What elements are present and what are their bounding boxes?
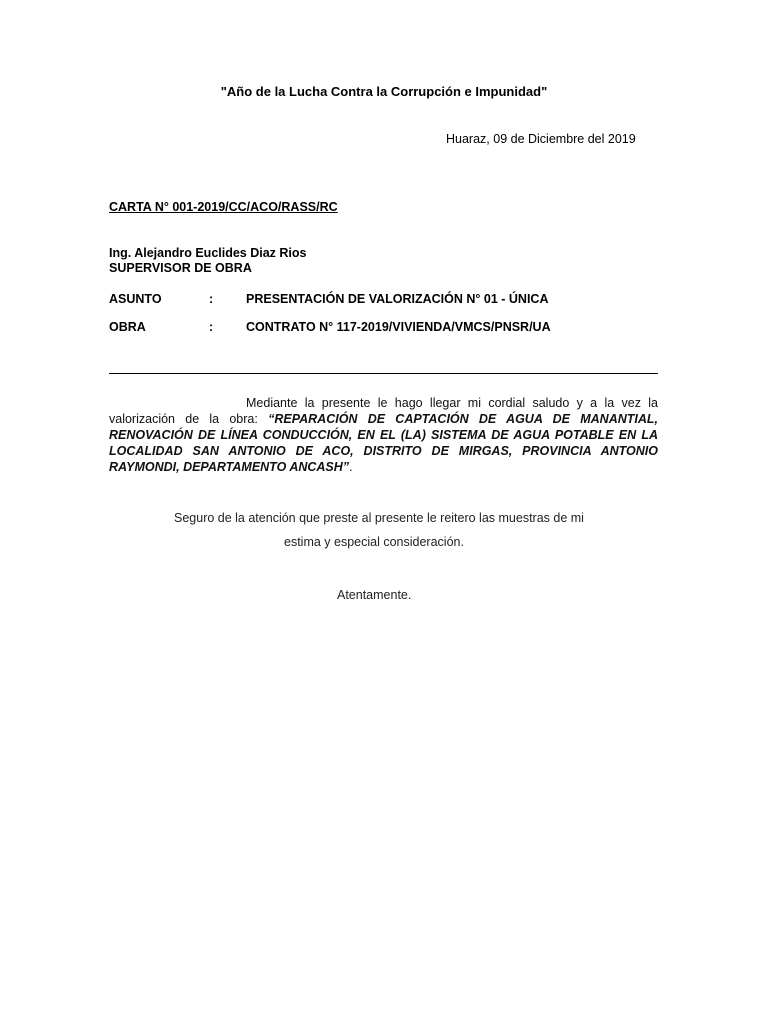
place-date: Huaraz, 09 de Diciembre del 2019 [446, 132, 636, 146]
closing-line-1: Seguro de la atención que preste al presente le reitero las muestras de mi [174, 511, 584, 525]
body-end: . [349, 460, 353, 474]
obra-value: CONTRATO N° 117-2019/VIVIENDA/VMCS/PNSR/UA [246, 320, 551, 334]
asunto-label: ASUNTO [109, 292, 162, 306]
year-motto: "Año de la Lucha Contra la Corrupción e Impunidad" [220, 84, 548, 99]
obra-label: OBRA [109, 320, 146, 334]
obra-colon: : [209, 320, 214, 334]
letter-number: CARTA N° 001-2019/CC/ACO/RASS/RC [109, 200, 338, 214]
body-intro: Mediante la presente le hago llegar mi cordial saludo y a la vez la valorización de la obra: [109, 396, 658, 426]
closing-line-2: estima y especial consideración. [284, 535, 464, 549]
asunto-colon: : [209, 292, 214, 306]
separator-line [109, 373, 658, 374]
recipient-title: SUPERVISOR DE OBRA [109, 261, 252, 275]
signoff: Atentamente. [337, 588, 412, 602]
asunto-value: PRESENTACIÓN DE VALORIZACIÓN N° 01 - ÚNICA [246, 292, 549, 306]
project-name: “REPARACIÓN DE CAPTACIÓN DE AGUA DE MANANTIAL, RENOVACIÓN DE LÍNEA CONDUCCIÓN, EN EL (LA) SISTEMA DE AGUA POTABLE EN LA LOCALIDAD SAN ANTONIO DE ACO, DISTRITO DE MIRGAS, PROVINCIA ANTONIO RAYMONDI, DEPARTAMENTO ANCASH” [109, 412, 658, 474]
body-paragraph [109, 395, 658, 475]
recipient-name: Ing. Alejandro Euclides Diaz Rios [109, 246, 307, 260]
